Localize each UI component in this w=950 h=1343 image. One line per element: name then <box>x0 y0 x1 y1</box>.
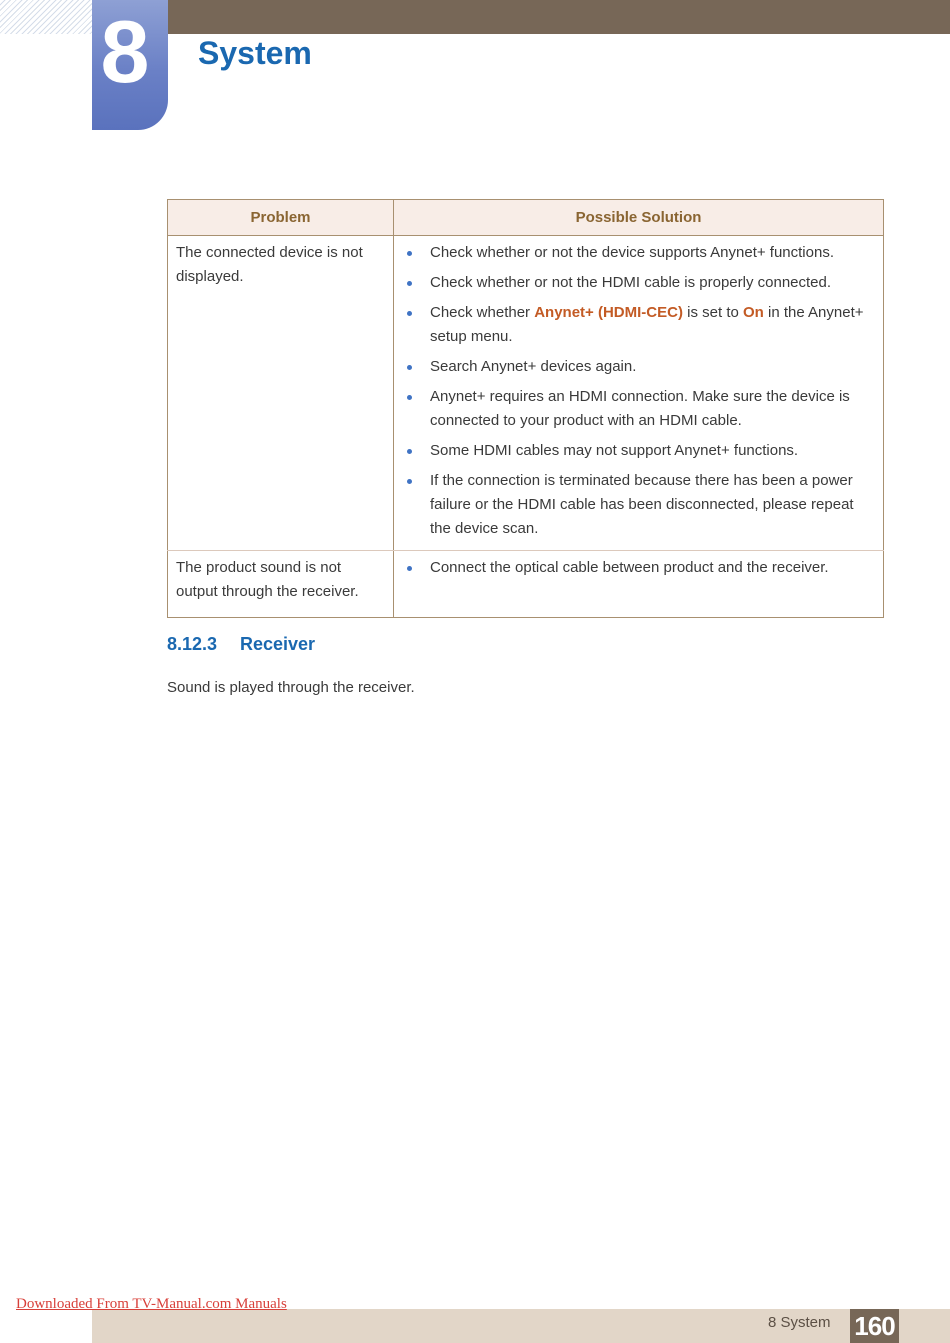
bullet-icon <box>407 311 412 316</box>
solution-list <box>402 241 875 541</box>
bullet-icon <box>407 449 412 454</box>
bullet-icon <box>407 479 412 484</box>
troubleshooting-table <box>167 199 884 618</box>
problem-cell: The product sound is not output through the receiver. <box>168 551 394 618</box>
table-row <box>168 551 884 618</box>
solution-text-middle: is set to <box>682 304 743 321</box>
bullet-icon <box>407 395 412 400</box>
bullet-icon <box>407 566 412 571</box>
list-item <box>402 469 875 541</box>
table-header-row <box>168 200 884 236</box>
list-item <box>402 241 875 265</box>
solution-text: Check whether or not the device supports Anynet+ functions. <box>430 244 834 261</box>
solution-text-after: in the Anynet+ setup menu. <box>430 304 864 345</box>
solution-cell <box>394 551 884 618</box>
section-number: 8.12.3 <box>167 634 218 654</box>
list-item <box>402 439 875 463</box>
header-band <box>168 0 950 34</box>
solution-text: Check whether or not the HDMI cable is properly connected. <box>430 274 832 291</box>
bullet-icon <box>407 281 412 286</box>
solution-text: Connect the optical cable between product and the receiver. <box>430 559 829 576</box>
header-problem: Problem <box>168 200 394 236</box>
list-item <box>402 301 875 349</box>
page-number: 160 <box>850 1309 899 1343</box>
footer-section-label: 8 System <box>768 1314 831 1331</box>
problem-cell: The connected device is not displayed. <box>168 236 394 551</box>
solution-text: If the connection is terminated because there has been a power failure or the HDMI cable has been disconnected, please repeat the device scan. <box>430 472 854 537</box>
list-item <box>402 385 875 433</box>
header-hatch-decoration <box>0 0 92 34</box>
list-item <box>402 355 875 379</box>
header-possible-solution: Possible Solution <box>394 200 884 236</box>
download-source-link[interactable]: Downloaded From TV-Manual.com Manuals <box>16 1296 287 1312</box>
solution-text-before: Check whether <box>430 304 535 321</box>
setting-value-highlight: On <box>743 304 764 321</box>
section-title: Receiver <box>240 634 316 654</box>
list-item <box>402 556 875 580</box>
solution-text: Some HDMI cables may not support Anynet+ functions. <box>430 442 799 459</box>
solution-cell <box>394 236 884 551</box>
bullet-icon <box>407 365 412 370</box>
list-item <box>402 271 875 295</box>
table-row <box>168 236 884 551</box>
chapter-number: 8 <box>100 2 150 101</box>
solution-text: Anynet+ requires an HDMI connection. Make sure the device is connected to your product with an HDMI cable. <box>430 388 850 429</box>
setting-name-highlight: Anynet+ (HDMI-CEC) <box>534 304 683 321</box>
bullet-icon <box>407 251 412 256</box>
section-body-text: Sound is played through the receiver. <box>167 679 415 696</box>
solution-text: Search Anynet+ devices again. <box>430 358 637 375</box>
solution-list <box>402 556 875 580</box>
chapter-title: System <box>198 35 312 71</box>
section-heading <box>167 634 315 655</box>
